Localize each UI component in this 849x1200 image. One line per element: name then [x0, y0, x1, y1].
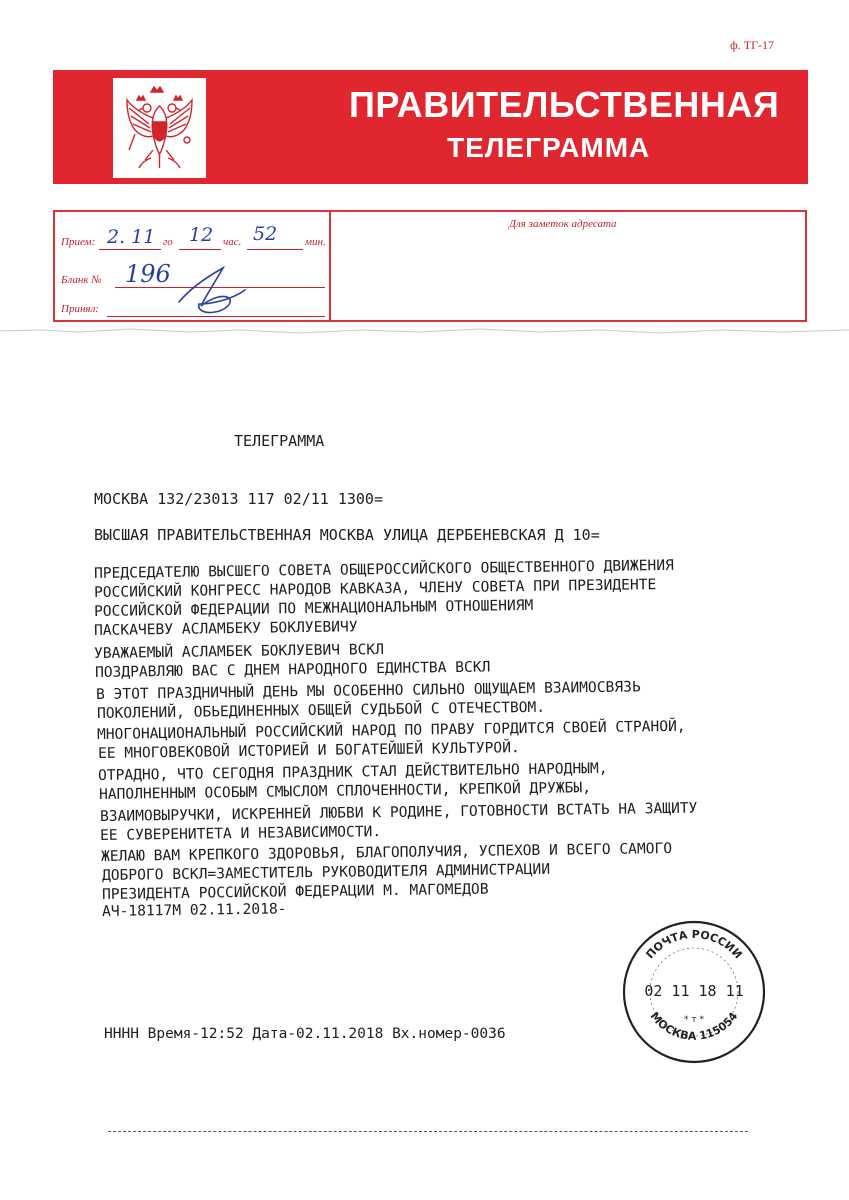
telegram-heading: ТЕЛЕГРАММА — [234, 432, 325, 450]
body-line: ЕЕ МНОГОВЕКОВОЙ ИСТОРИЕЙ И БОГАТЕЙШЕЙ КУЛЬТУРОЙ. — [97, 739, 520, 762]
body-line: НАПОЛНЕННЫМ ОСОБЫМ СМЫСЛОМ СПЛОЧЕННОСТИ, КРЕПКОЙ ДРУЖБЫ, — [98, 779, 592, 803]
paper-tear-edge — [0, 326, 849, 336]
body-line: УВАЖАЕМЫЙ АСЛАМБЕК БОКЛУЕВИЧ ВСКЛ — [93, 640, 385, 662]
banner-title: ПРАВИТЕЛЬСТВЕННАЯ — [349, 84, 780, 125]
footer-line: НННН Время-12:52 Дата-02.11.2018 Вх.номер-0036 — [104, 1026, 506, 1042]
body-line: РОССИЙСКИЙ КОНГРЕСС НАРОДОВ КАВКАЗА, ЧЛЕНУ СОВЕТА ПРИ ПРЕЗИДЕНТЕ — [93, 576, 657, 601]
received-date-line — [99, 249, 161, 250]
stamp-middle-text: * т * — [684, 1015, 704, 1025]
received-minute: 52 — [253, 223, 278, 245]
stamp-date: 02 11 18 11 — [644, 982, 744, 1000]
received-label: Прием: — [61, 236, 96, 248]
hour-label: час. — [223, 236, 242, 248]
received-hour-line — [179, 249, 221, 250]
body-line: МНОГОНАЦИОНАЛЬНЫЙ РОССИЙСКИЙ НАРОД ПО ПРАВУ ГОРДИТСЯ СВОЕЙ СТРАНОЙ, — [96, 717, 686, 743]
body-line: ПОКОЛЕНИЙ, ОБЬЕДИНЕННЫХ ОБЩЕЙ СУДЬБОЙ С ОТЕЧЕСТВОМ. — [96, 698, 546, 722]
blank-label: Бланк № — [61, 274, 102, 286]
banner-subtitle: ТЕЛЕГРАММА — [447, 132, 651, 163]
body-line: ОТРАДНО, ЧТО СЕГОДНЯ ПРАЗДНИК СТАЛ ДЕЙСТВИТЕЛЬНО НАРОДНЫМ, — [97, 759, 608, 784]
tear-off-dashed-line — [108, 1131, 748, 1132]
signature-icon — [171, 260, 261, 320]
body-line: В ЭТОТ ПРАЗДНИЧНЫЙ ДЕНЬ МЫ ОСОБЕННО СИЛЬНО ОЩУЩАЕМ ВЗАИМОСВЯЗЬ — [95, 678, 641, 703]
body-line: ПРЕЗИДЕНТА РОССИЙСКОЙ ФЕДЕРАЦИИ М. МАГОМЕДОВ — [101, 880, 489, 903]
body-line: АЧ-18117М 02.11.2018- — [101, 900, 287, 920]
blank-number: 196 — [125, 260, 171, 288]
body-line: ПОЗДРАВЛЯЮ ВАС С ДНЕМ НАРОДНОГО ЕДИНСТВА ВСКЛ — [94, 658, 491, 681]
address-line: ВЫСШАЯ ПРАВИТЕЛЬСТВЕННАЯ МОСКВА УЛИЦА ДЕРБЕНЕВСКАЯ Д 10= — [94, 526, 600, 544]
body-line: ВЗАИМОВЫРУЧКИ, ИСКРЕННЕЙ ЛЮБВИ К РОДИНЕ, ГОТОВНОСТИ ВСТАТЬ НА ЗАЩИТУ — [99, 799, 698, 825]
header-banner — [53, 70, 808, 184]
body-line: ЕЕ СУВЕРЕНИТЕТА И НЕЗАВИСИМОСТИ. — [99, 823, 382, 844]
body-line: ПАСКАЧЕВУ АСЛАМБЕКУ БОКЛУЕВИЧУ — [93, 618, 358, 639]
day-label: го — [163, 236, 173, 248]
reception-box — [53, 210, 331, 322]
form-code: ф. ТГ-17 — [730, 38, 775, 52]
notes-box — [331, 210, 807, 322]
route-line: МОСКВА 132/23013 117 02/11 1300= — [94, 490, 383, 508]
accepted-label: Принял: — [61, 303, 99, 315]
received-date: 2. 11 — [107, 226, 156, 248]
svg-text:ПОЧТА РОССИИ — [643, 928, 744, 961]
coat-of-arms-icon — [113, 78, 206, 178]
stamp-top-text: ПОЧТА РОССИИ — [643, 927, 745, 962]
body-line: РОССИЙСКОЙ ФЕДЕРАЦИИ ПО МЕЖНАЦИОНАЛЬНЫМ ОТНОШЕНИЯМ — [93, 596, 534, 620]
body-line: ЖЕЛАЮ ВАМ КРЕПКОГО ЗДОРОВЬЯ, БЛАГОПОЛУЧИЯ, УСПЕХОВ И ВСЕГО САМОГО — [100, 840, 673, 865]
received-hour: 12 — [189, 224, 214, 246]
notes-label: Для заметок адресата — [509, 218, 617, 230]
body-line: ПРЕДСЕДАТЕЛЮ ВЫСШЕГО СОВЕТА ОБЩЕРОССИЙСКОГО ОБЩЕСТВЕННОГО ДВИЖЕНИЯ — [93, 556, 674, 582]
postal-stamp-icon — [620, 918, 768, 1066]
stamp-bottom-text: МОСКВА 115054 — [647, 1009, 741, 1043]
body-line: ДОБРОГО ВСКЛ=ЗАМЕСТИТЕЛЬ РУКОВОДИТЕЛЯ АДМИНИСТРАЦИИ — [101, 860, 551, 884]
minute-label: мин. — [305, 236, 326, 248]
received-minute-line — [247, 249, 303, 250]
